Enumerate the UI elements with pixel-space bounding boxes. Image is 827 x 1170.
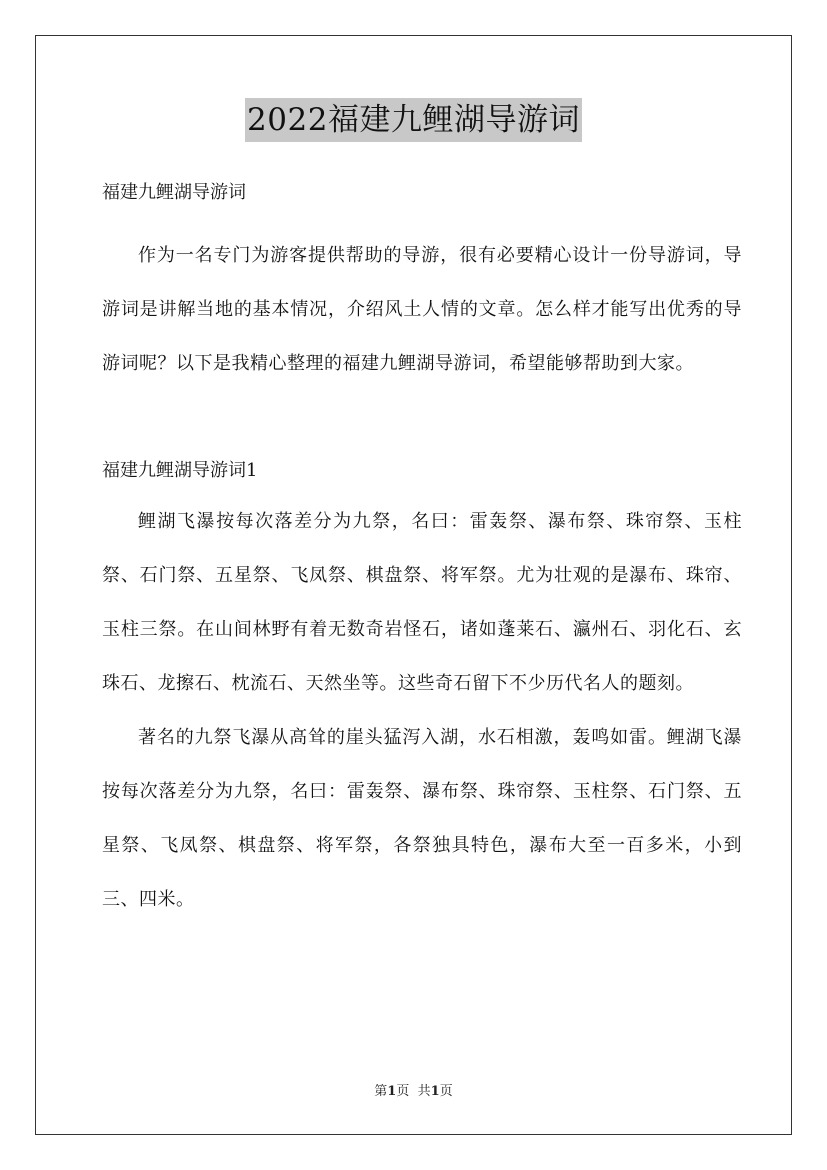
body-paragraph-2: 著名的九祭飞瀑从高耸的崖头猛泻入湖，水石相激，轰鸣如雷。鲤湖飞瀑按每次落差分为九祭，名曰：雷轰祭、瀑布祭、珠帘祭、玉柱祭、石门祭、五星祭、飞凤祭、棋盘祭、将军祭，各祭独具特色，瀑布大至一百多米，小到三、四米。 — [102, 727, 742, 910]
total-pages: 1 — [430, 1084, 440, 1099]
total-prefix: 共 — [417, 1084, 431, 1099]
page-prefix: 第 — [374, 1084, 388, 1099]
section-heading: 福建九鲤湖导游词1 — [102, 460, 258, 481]
page-suffix: 页 — [396, 1084, 410, 1099]
page-footer — [0, 1083, 827, 1101]
document-subtitle: 福建九鲤湖导游词 — [102, 182, 246, 203]
document-body — [102, 173, 742, 927]
page-number: 1 — [387, 1084, 397, 1099]
intro-paragraph: 作为一名专门为游客提供帮助的导游，很有必要精心设计一份导游词，导游词是讲解当地的基本情况，介绍风土人情的文章。怎么样才能写出优秀的导游词呢？以下是我精心整理的福建九鲤湖导游词，希望能够帮助到大家。 — [102, 245, 742, 374]
title-container — [0, 98, 827, 142]
body-paragraph-1: 鲤湖飞瀑按每次落差分为九祭，名曰：雷轰祭、瀑布祭、珠帘祭、玉柱祭、石门祭、五星祭、飞凤祭、棋盘祭、将军祭。尤为壮观的是瀑布、珠帘、玉柱三祭。在山间林野有着无数奇岩怪石，诸如蓬莱石、瀛州石、羽化石、玄珠石、龙擦石、枕流石、天然坐等。这些奇石留下不少历代名人的题刻。 — [102, 511, 742, 694]
document-title: 2022福建九鲤湖导游词 — [245, 98, 582, 142]
total-suffix: 页 — [439, 1084, 453, 1099]
